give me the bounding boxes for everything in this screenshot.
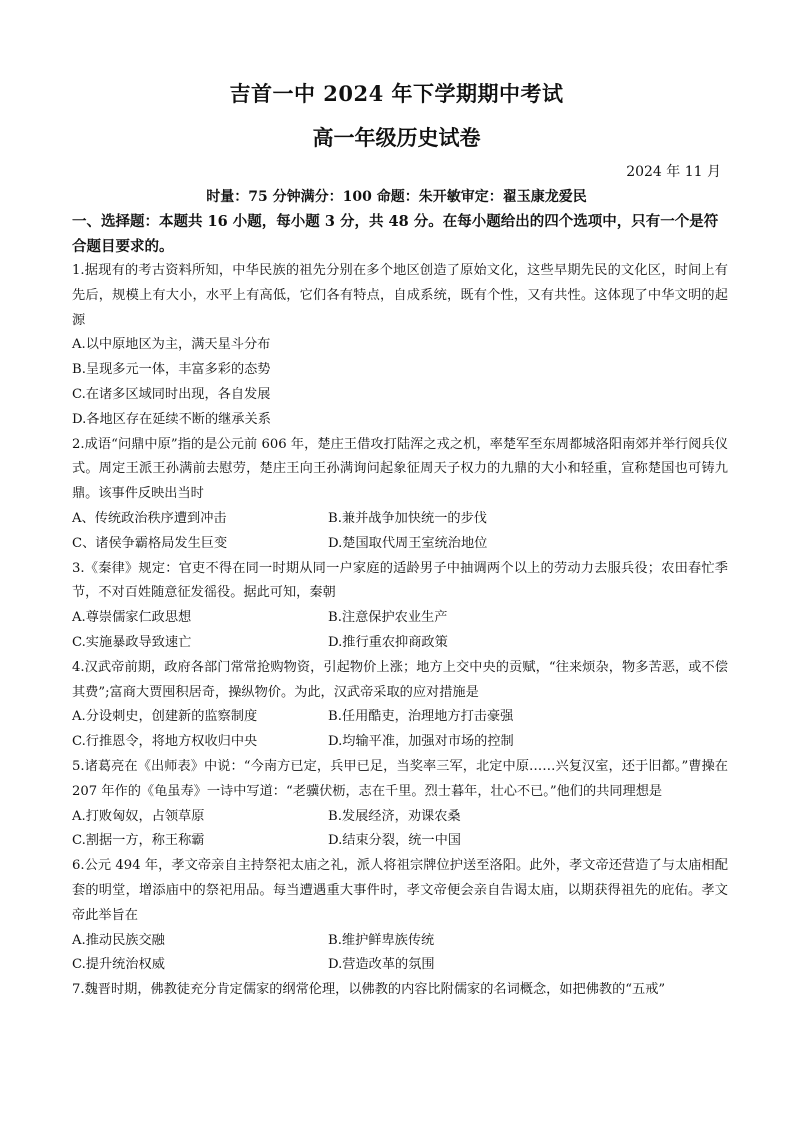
question-1 [72,259,728,433]
option-d: D.推行重农抑商政策 [328,634,448,650]
option-c: C.提升统治权威 [72,957,165,973]
question-stem: 6.公元 494 年，孝文帝亲自主持祭祀太庙之礼，派人将祖宗牌位护送至洛阳。此外，孝文帝还营造了与太庙相配套的明堂，增添庙中的祭祀用品。每当遭遇重大事件时，孝文帝便会亲自告谒太庙，以期获得祖先的庇佑。孝文帝此举旨在 [72,858,728,923]
question-7 [72,978,728,1003]
question-stem: 7.魏晋时期，佛教徒充分肯定儒家的纲常伦理，以佛教的内容比附儒家的名词概念，如把佛教的“五戒” [72,982,666,998]
exam-subtitle: 高一年级历史试卷 [312,125,481,150]
question-stem: 2.成语“问鼎中原”指的是公元前 606 年，楚庄王借攻打陆浑之戎之机，率楚军至东周都城洛阳南郊并举行阅兵仪式。周定王派王孙满前去慰劳，楚庄王向王孙满询问起象征周天子权力的九鼎的大小和轻重，宣称楚国也可铸九鼎。该事件反映出当时 [72,436,728,502]
option-a: A.推动民族交融 [72,932,165,948]
question-6 [72,854,728,978]
option-b: B.任用酷吏，治理地方打击豪强 [328,709,514,725]
option-c: C.实施暴政导致速亡 [72,634,192,650]
option-c: C、诸侯争霸格局发生巨变 [72,535,228,551]
option-b: B.发展经济，劝课农桑 [328,808,461,824]
question-stem: 4.汉武帝前期，政府各部门常常抢购物资，引起物价上涨；地方上交中央的贡赋，“往来烦杂，物多苦恶，或不偿其费”;富商大贾囤积居奇，操纵物价。为此，汉武帝采取的应对措施是 [72,659,728,700]
option-d: D.楚国取代周王室统治地位 [328,535,488,551]
option-d: D.结束分裂，统一中国 [328,833,461,849]
question-stem: 1.据现有的考古资料所知，中华民族的祖先分别在多个地区创造了原始文化，这些早期先民的文化区，时间上有先后，规模上有大小，水平上有高低，它们各有特点，自成系统，既有个性，又有共性。这体现了中华文明的起源 [72,263,728,328]
option-b: B.注意保护农业生产 [328,610,448,626]
option-c: C.行推恩令，将地方权收归中央 [72,734,258,750]
exam-date: 2024 年 11 月 [626,164,721,180]
question-4 [72,656,728,755]
exam-meta: 时量：75 分钟满分：100 命题：朱开敏审定：翟玉康龙爱民 [206,189,587,205]
option-a: A、传统政治秩序遭到冲击 [72,510,227,526]
question-2 [72,433,728,557]
option-a: A.以中原地区为主，满天星斗分布 [72,337,271,353]
question-3 [72,557,728,656]
option-d: D.营造改革的氛围 [328,957,435,973]
option-c: C.在诸多区域同时出现，各自发展 [72,386,271,402]
option-c: C.割据一方，称王称霸 [72,833,205,849]
option-a: A.分设刺史，创建新的监察制度 [72,709,258,725]
option-a: A.打败匈奴，占领草原 [72,808,205,824]
question-list [72,259,728,1003]
question-5 [72,755,728,854]
option-d: D.均输平准，加强对市场的控制 [328,734,514,750]
exam-title: 吉首一中 2024 年下学期期中考试 [229,81,564,106]
section-heading: 一、选择题：本题共 16 小题，每小题 3 分，共 48 分。在每小题给出的四个选项中，只有一个是符合题目要求的。 [72,213,719,255]
question-stem: 5.诸葛亮在《出师表》中说：“今南方已定，兵甲已足，当奖率三军，北定中原……兴复汉室，还于旧都。”曹操在 207 年作的《龟虽寿》一诗中写道：“老骥伏枥，志在千里。烈士暮年，壮心不已。”他们的共同理想是 [72,758,728,799]
question-stem: 3.《秦律》规定：官吏不得在同一时期从同一户家庭的适龄男子中抽调两个以上的劳动力去服兵役；农田春忙季节，不对百姓随意征发徭役。据此可知，秦朝 [72,560,728,601]
option-b: B.呈现多元一体，丰富多彩的态势 [72,362,271,378]
option-a: A.尊崇儒家仁政思想 [72,610,192,626]
option-d: D.各地区存在延续不断的继承关系 [72,411,271,427]
option-b: B.维护鲜卑族传统 [328,932,435,948]
option-b: B.兼并战争加快统一的步伐 [328,510,487,526]
